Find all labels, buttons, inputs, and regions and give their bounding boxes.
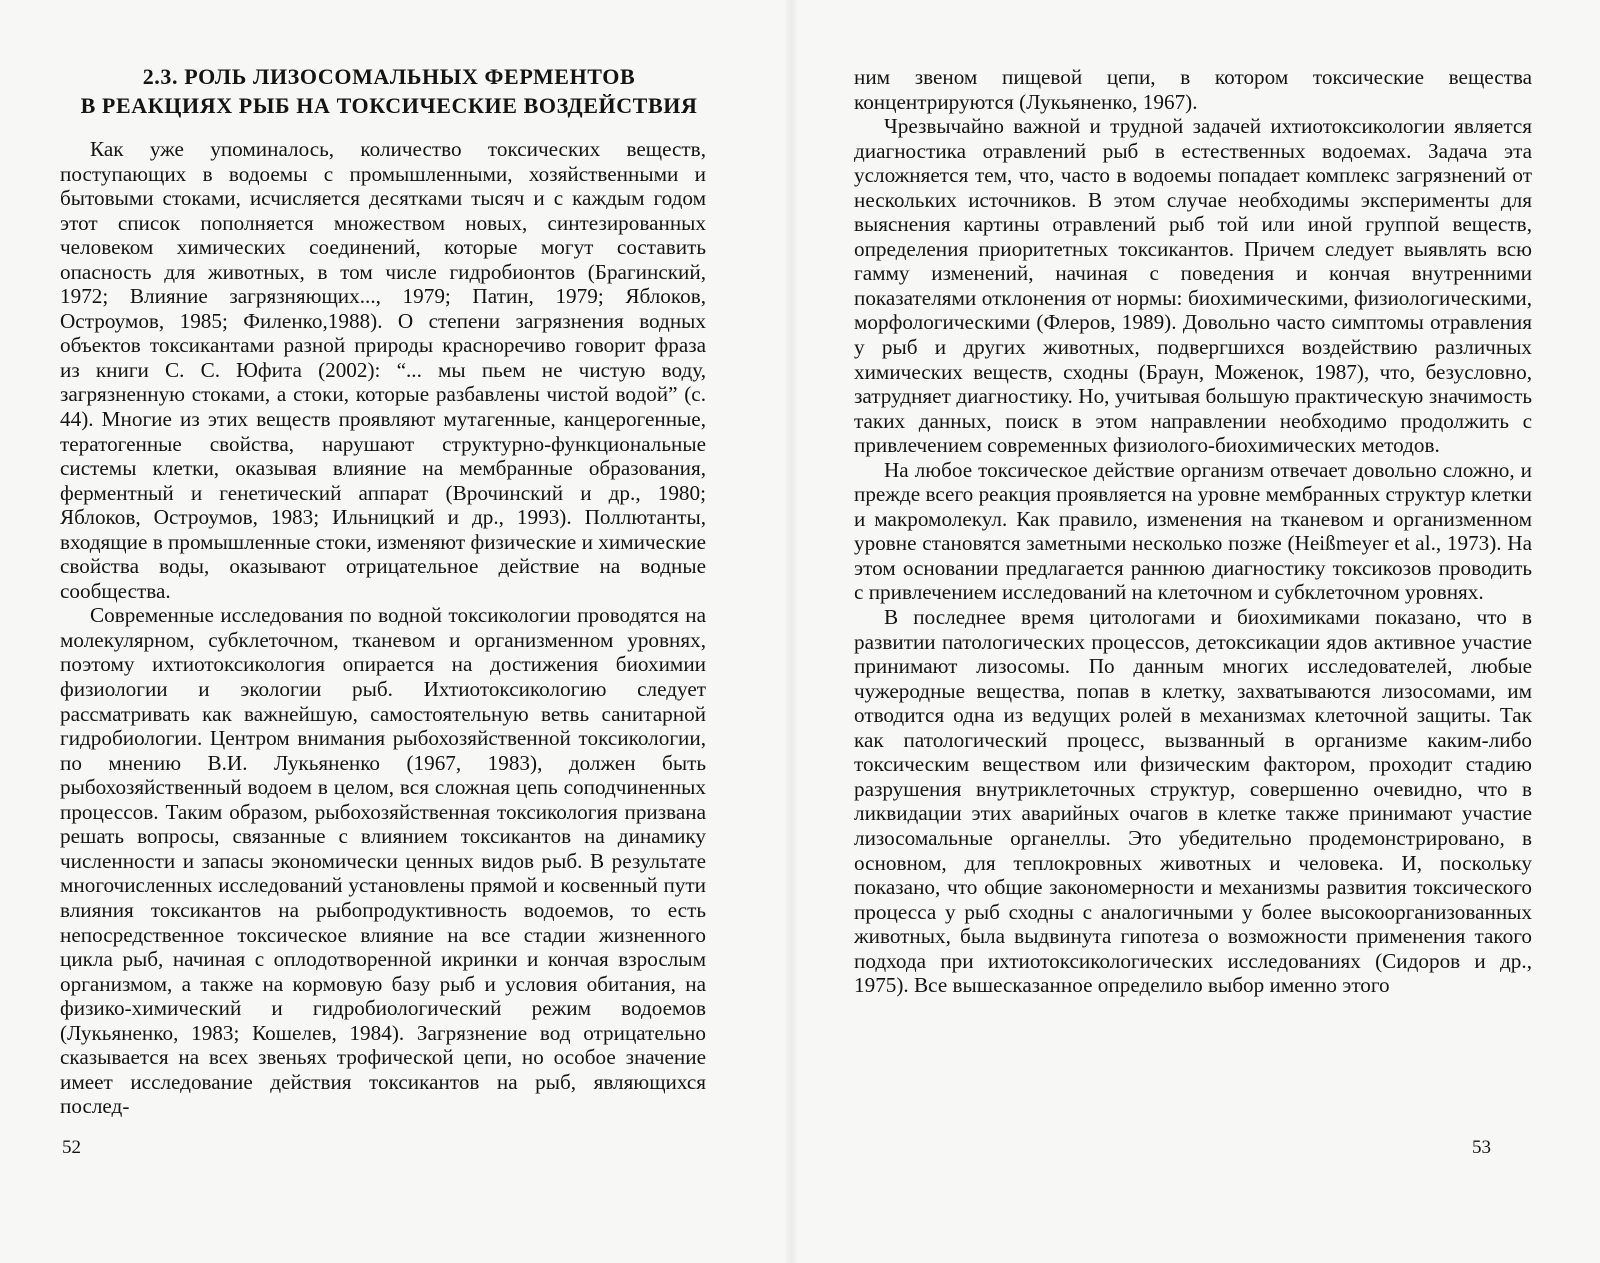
paragraph: Как уже упоминалось, количество токсических веществ, поступающих в водоемы с промышленными, хозяйственными и бытовыми стоками, исчисляется десятками тысяч и с каждым годом этот список пополняется множеством новых, синтезированных человеком химических соединений, которые могут составить опасность для животных, в том числе гидробионтов (Брагинский, 1972; Влияние загрязняющих..., 1979; Патин, 1979; Яблоков, Остроумов, 1985; Филенко,1988). О степени загрязнения водных объектов токсикантами разной природы красноречиво говорит фраза из книги С. С. Юфита (2002): “... мы пьем не чистую воду, загрязненную стоками, а стоки, которые разбавлены чистой водой” (с. 44). Многие из этих веществ проявляют мутагенные, канцерогенные, тератогенные свойства, нарушают структурно-функциональные системы клетки, оказывая влияние на мембранные образования, ферментный и генетический аппарат (Врочинский и др., 1980; Яблоков, Остроумов, 1983; Ильницкий и др., 1993). Поллютанты, входящие в промышленные стоки, изменяют физические и химические свойства воды, оказывают отрицательное действие на водные сообщества. [60,137,706,603]
left-page-body [60,137,706,1119]
right-page-body [854,65,1532,998]
paragraph: В последнее время цитологами и биохимиками показано, что в развитии патологических процессов, детоксикации ядов активное участие принимают лизосомы. По данным многих исследователей, любые чужеродные вещества, попав в клетку, захватываются лизосомами, им отводится одна из ведущих ролей в механизмах клеточной защиты. Так как патологический процесс, вызванный в организме каким-либо токсическим веществом или физическим фактором, проходит стадию разрушения внутриклеточных структур, совершенно очевидно, что в ликвидации этих аварийных очагов в клетке также принимают участие лизосомальные органеллы. Это убедительно продемонстрировано, в основном, для теплокровных животных и человека. И, поскольку показано, что общие закономерности и механизмы развития токсического процесса у рыб сходны с аналогичными у более высокоорганизованных животных, была выдвинута гипотеза о возможности применения такого подхода при ихтиотоксикологических исследованиях (Сидоров и др., 1975). Все вышесказанное определило выбор именно этого [854,605,1532,998]
right-page [790,0,1600,1263]
continued-paragraph: ним звеном пищевой цепи, в котором токсические вещества концентрируются (Лукьяненко, 1967). [854,65,1532,114]
paragraph: На любое токсическое действие организм отвечает довольно сложно, и прежде всего реакция проявляется на уровне мембранных структур клетки и макромолекул. Как правило, изменения на тканевом и организменном уровне становятся заметными несколько позже (Heißmeyer et al., 1973). На этом основании предлагается раннюю диагностику токсикозов проводить с привлечением исследований на клеточном и субклеточном уровнях. [854,457,1532,605]
section-heading-line-1: 2.3. РОЛЬ ЛИЗОСОМАЛЬНЫХ ФЕРМЕНТОВ [142,64,636,89]
section-heading-line-2: В РЕАКЦИЯХ РЫБ НА ТОКСИЧЕСКИЕ ВОЗДЕЙСТВИЯ [80,93,698,118]
page-number: 53 [1472,1137,1491,1158]
paragraph: Современные исследования по водной токсикологии проводятся на молекулярном, субклеточном, тканевом и организменном уровнях, поэтому ихтиотоксикология опирается на достижения биохимии физиологии и экологии рыб. Ихтиотоксикологию следует рассматривать как важнейшую, самостоятельную ветвь санитарной гидробиологии. Центром внимания рыбохозяйственной токсикологии, по мнению В.И. Лукьяненко (1967, 1983), должен быть рыбохозяйственный водоем в целом, вся сложная цепь соподчиненных процессов. Таким образом, рыбохозяйственная токсикология призвана решать вопросы, связанные с влиянием токсикантов на динамику численности и запасы экономически ценных видов рыб. В результате многочисленных исследований установлены прямой и косвенный пути влияния токсикантов на рыбопродуктивность водоемов, то есть непосредственное токсическое влияние на все стадии жизненного цикла рыб, начиная с оплодотворенной икринки и кончая взрослым организмом, а также на кормовую базу рыб и условия обитания, на физико-химический и гидробиологический режим водоемов (Лукьяненко, 1983; Кошелев, 1984). Загрязнение вод отрицательно сказывается на всех звеньях трофической цепи, но особое значение имеет исследование действия токсикантов на рыб, являющихся послед- [60,603,706,1119]
paragraph: Чрезвычайно важной и трудной задачей ихтиотоксикологии является диагностика отравлений рыб в естественных водоемах. Задача эта усложняется тем, что, часто в водоемы попадает комплекс загрязнений от нескольких источников. В этом случае необходимы эксперименты для выяснения картины отравлений рыб той или иной группой веществ, определения приоритетных токсикантов. Причем следует выявлять всю гамму изменений, начиная с поведения и кончая внутренними показателями отклонения от нормы: биохимическими, физиологическими, морфологическими (Флеров, 1989). Довольно часто симптомы отравления у рыб и других животных, подвергшихся воздействию различных химических веществ, сходны (Браун, Моженок, 1987), что, безусловно, затрудняет диагностику. Но, учитывая большую практическую значимость таких данных, поиск в этом направлении необходимо продолжить с привлечением современных физиолого-биохимических методов. [854,114,1532,458]
left-page [0,0,790,1263]
section-heading [44,62,734,120]
page-number: 52 [62,1137,81,1158]
